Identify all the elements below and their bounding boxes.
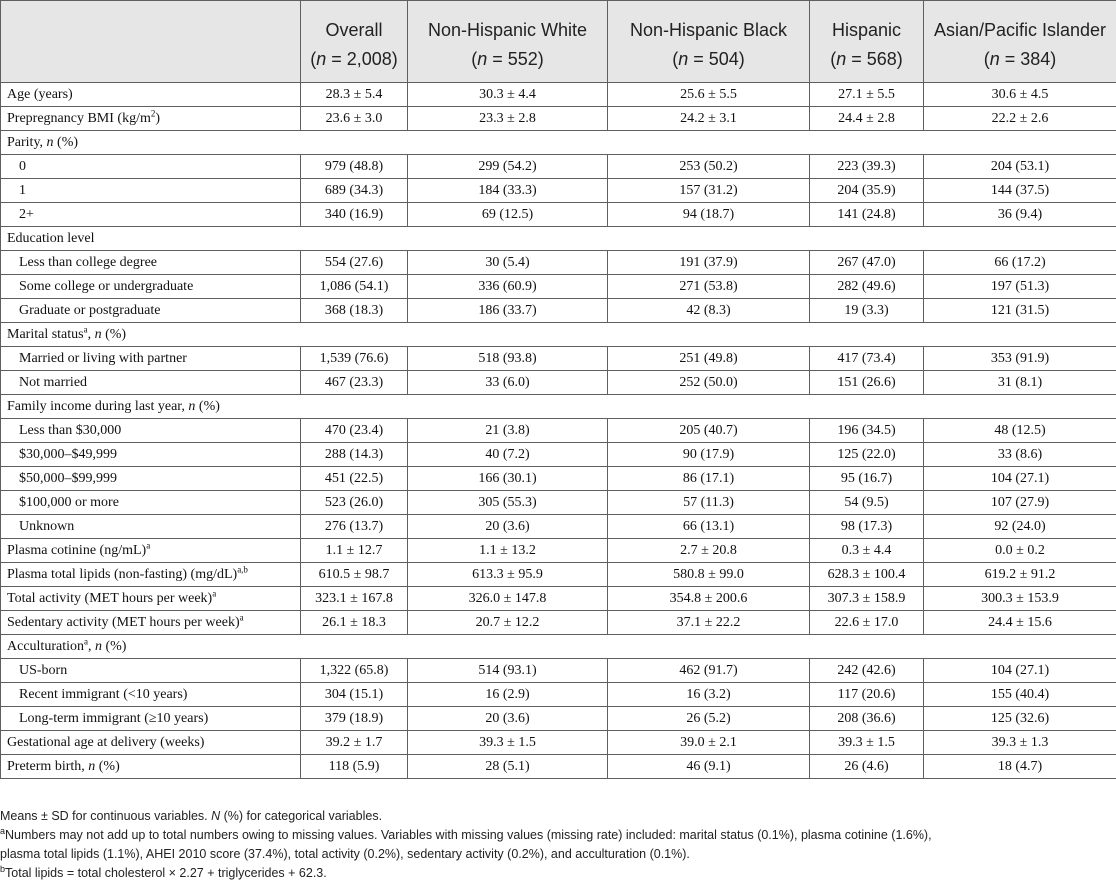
table-cell: 104 (27.1): [924, 467, 1116, 491]
table-cell: 1,086 (54.1): [301, 275, 408, 299]
table-cell: 37.1 ± 22.2: [608, 611, 810, 635]
table-cell: 467 (23.3): [301, 371, 408, 395]
table-row: [1, 563, 1116, 587]
table-cell: 1,539 (76.6): [301, 347, 408, 371]
table-cell: 40 (7.2): [408, 443, 608, 467]
table-cell: 125 (32.6): [924, 707, 1116, 731]
count-hispanic: (n = 568): [810, 45, 924, 83]
table-cell: 20.7 ± 12.2: [408, 611, 608, 635]
row-label: Preterm birth, n (%): [1, 755, 301, 779]
table-row: [1, 587, 1116, 611]
table-cell: 24.2 ± 3.1: [608, 107, 810, 131]
table-cell: 30.6 ± 4.5: [924, 83, 1116, 107]
table-row: [1, 155, 1116, 179]
table-cell: 39.3 ± 1.5: [408, 731, 608, 755]
row-label: Marital status$^a$, n (%): [1, 323, 1116, 347]
row-label: Recent immigrant (<10 years): [1, 683, 301, 707]
table-cell: 689 (34.3): [301, 179, 408, 203]
table-cell: 26 (4.6): [810, 755, 924, 779]
table-cell: 66 (13.1): [608, 515, 810, 539]
table-row: [1, 731, 1116, 755]
table-cell: 267 (47.0): [810, 251, 924, 275]
table-cell: 628.3 ± 100.4: [810, 563, 924, 587]
table-cell: 300.3 ± 153.9: [924, 587, 1116, 611]
table-cell: 523 (26.0): [301, 491, 408, 515]
table-cell: 39.3 ± 1.5: [810, 731, 924, 755]
table-cell: 90 (17.9): [608, 443, 810, 467]
table-row: [1, 179, 1116, 203]
header-empty-cell: [1, 1, 301, 46]
table-cell: 307.3 ± 158.9: [810, 587, 924, 611]
table-cell: 104 (27.1): [924, 659, 1116, 683]
table-row: [1, 467, 1116, 491]
table-cell: 16 (3.2): [608, 683, 810, 707]
table-cell: 518 (93.8): [408, 347, 608, 371]
table-row: [1, 443, 1116, 467]
table-cell: 368 (18.3): [301, 299, 408, 323]
table-cell: 21 (3.8): [408, 419, 608, 443]
table-cell: 39.0 ± 2.1: [608, 731, 810, 755]
table-cell: 619.2 ± 91.2: [924, 563, 1116, 587]
table-cell: 19 (3.3): [810, 299, 924, 323]
table-cell: 323.1 ± 167.8: [301, 587, 408, 611]
table-cell: 470 (23.4): [301, 419, 408, 443]
table-cell: 117 (20.6): [810, 683, 924, 707]
table-row: [1, 515, 1116, 539]
table-cell: 340 (16.9): [301, 203, 408, 227]
row-label: Age (years): [1, 83, 301, 107]
table-cell: 66 (17.2): [924, 251, 1116, 275]
footnote-general: Means ± SD for continuous variables. N (%) for categorical variables.: [0, 809, 383, 823]
table-cell: 0.3 ± 4.4: [810, 539, 924, 563]
table-cell: 205 (40.7): [608, 419, 810, 443]
table-row: [1, 539, 1116, 563]
table-cell: 155 (40.4): [924, 683, 1116, 707]
table-cell: 305 (55.3): [408, 491, 608, 515]
table-row: [1, 491, 1116, 515]
table-cell: 18 (4.7): [924, 755, 1116, 779]
table-cell: 979 (48.8): [301, 155, 408, 179]
table-cell: 28.3 ± 5.4: [301, 83, 408, 107]
table-row: [1, 419, 1116, 443]
row-label: Family income during last year, n (%): [1, 395, 1116, 419]
table-row: [1, 251, 1116, 275]
row-label: $100,000 or more: [1, 491, 301, 515]
table-cell: 514 (93.1): [408, 659, 608, 683]
section-row: [1, 635, 1116, 659]
section-row: [1, 227, 1116, 251]
row-label: Total activity (MET hours per week)$^a$: [1, 587, 301, 611]
table-cell: 22.6 ± 17.0: [810, 611, 924, 635]
table-cell: 186 (33.7): [408, 299, 608, 323]
table-cell: 107 (27.9): [924, 491, 1116, 515]
table-cell: 242 (42.6): [810, 659, 924, 683]
row-label: 1: [1, 179, 301, 203]
table-cell: 42 (8.3): [608, 299, 810, 323]
table-header: [1, 1, 1116, 83]
table-cell: 92 (24.0): [924, 515, 1116, 539]
row-label: Long-term immigrant (≥10 years): [1, 707, 301, 731]
footnote-a: $^a$Numbers may not add up to total numbers owing to missing values. Variables with missing values (missing rate) included: marital status (0.1%), plasma cotinine (1.6%),: [0, 826, 932, 842]
table-cell: 204 (35.9): [810, 179, 924, 203]
row-label: Less than $30,000: [1, 419, 301, 443]
table-cell: 353 (91.9): [924, 347, 1116, 371]
table-cell: 144 (37.5): [924, 179, 1116, 203]
table-cell: 86 (17.1): [608, 467, 810, 491]
table-cell: 25.6 ± 5.5: [608, 83, 810, 107]
table-cell: 26.1 ± 18.3: [301, 611, 408, 635]
table-row: [1, 347, 1116, 371]
row-label: Prepregnancy BMI $(kg/m^2)$: [1, 107, 301, 131]
table-cell: 20 (3.6): [408, 515, 608, 539]
table-row: [1, 755, 1116, 779]
count-empty-cell: [1, 45, 301, 83]
row-label: Not married: [1, 371, 301, 395]
table-cell: 184 (33.3): [408, 179, 608, 203]
table-row: [1, 683, 1116, 707]
table-cell: 304 (15.1): [301, 683, 408, 707]
table-cell: 252 (50.0): [608, 371, 810, 395]
table-cell: 23.6 ± 3.0: [301, 107, 408, 131]
table-cell: 24.4 ± 2.8: [810, 107, 924, 131]
table-row: [1, 659, 1116, 683]
table-row: [1, 107, 1116, 131]
row-label: Graduate or postgraduate: [1, 299, 301, 323]
row-label: Some college or undergraduate: [1, 275, 301, 299]
count-white: (n = 552): [408, 45, 608, 83]
table-cell: 69 (12.5): [408, 203, 608, 227]
table-cell: 26 (5.2): [608, 707, 810, 731]
row-label: Plasma total lipids (non-fasting) $(mg/dL)^{a,b}$: [1, 563, 301, 587]
table-cell: 33 (8.6): [924, 443, 1116, 467]
header-row-counts: [1, 45, 1116, 83]
count-black: (n = 504): [608, 45, 810, 83]
section-row: [1, 395, 1116, 419]
table-cell: 121 (31.5): [924, 299, 1116, 323]
table-cell: 282 (49.6): [810, 275, 924, 299]
row-label: Gestational age at delivery (weeks): [1, 731, 301, 755]
table-cell: 16 (2.9): [408, 683, 608, 707]
table-cell: 271 (53.8): [608, 275, 810, 299]
row-label: Married or living with partner: [1, 347, 301, 371]
table-cell: 46 (9.1): [608, 755, 810, 779]
table-row: [1, 275, 1116, 299]
table-row: [1, 299, 1116, 323]
table-cell: 554 (27.6): [301, 251, 408, 275]
row-label: Parity, n (%): [1, 131, 1116, 155]
table-cell: 204 (53.1): [924, 155, 1116, 179]
table-cell: 125 (22.0): [810, 443, 924, 467]
table-cell: 141 (24.8): [810, 203, 924, 227]
header-white: Non-Hispanic White: [408, 1, 608, 46]
header-black: Non-Hispanic Black: [608, 1, 810, 46]
table-cell: 1.1 ± 13.2: [408, 539, 608, 563]
footnote-b: $^b$Total lipids = total cholesterol × 2.27 + triglycerides + 62.3.: [0, 864, 327, 880]
table-cell: 39.2 ± 1.7: [301, 731, 408, 755]
row-label: US-born: [1, 659, 301, 683]
row-label: Acculturation$^a$, n (%): [1, 635, 1116, 659]
table-cell: 22.2 ± 2.6: [924, 107, 1116, 131]
table-row: [1, 203, 1116, 227]
table-cell: 299 (54.2): [408, 155, 608, 179]
table-cell: 1,322 (65.8): [301, 659, 408, 683]
row-label: $30,000–$49,999: [1, 443, 301, 467]
header-asian: Asian/Pacific Islander: [924, 1, 1116, 46]
section-row: [1, 323, 1116, 347]
table-row: [1, 707, 1116, 731]
table-cell: 27.1 ± 5.5: [810, 83, 924, 107]
row-label: Plasma cotinine $(ng/mL)^a$: [1, 539, 301, 563]
table-row: [1, 83, 1116, 107]
table-cell: 610.5 ± 98.7: [301, 563, 408, 587]
table-cell: 94 (18.7): [608, 203, 810, 227]
table-cell: 151 (26.6): [810, 371, 924, 395]
table-cell: 276 (13.7): [301, 515, 408, 539]
table-cell: 157 (31.2): [608, 179, 810, 203]
table-cell: 57 (11.3): [608, 491, 810, 515]
table-cell: 166 (30.1): [408, 467, 608, 491]
table-cell: 354.8 ± 200.6: [608, 587, 810, 611]
row-label: Unknown: [1, 515, 301, 539]
table-cell: 0.0 ± 0.2: [924, 539, 1116, 563]
row-label: 0: [1, 155, 301, 179]
table-cell: 462 (91.7): [608, 659, 810, 683]
table-cell: 31 (8.1): [924, 371, 1116, 395]
count-overall: (n = 2,008): [301, 45, 408, 83]
table-cell: 208 (36.6): [810, 707, 924, 731]
table-cell: 30 (5.4): [408, 251, 608, 275]
table-cell: 118 (5.9): [301, 755, 408, 779]
section-row: [1, 131, 1116, 155]
count-asian: (n = 384): [924, 45, 1116, 83]
table-cell: 191 (37.9): [608, 251, 810, 275]
header-overall: Overall: [301, 1, 408, 46]
table-cell: 1.1 ± 12.7: [301, 539, 408, 563]
table-cell: 2.7 ± 20.8: [608, 539, 810, 563]
table-cell: 223 (39.3): [810, 155, 924, 179]
table-cell: 20 (3.6): [408, 707, 608, 731]
table-cell: 379 (18.9): [301, 707, 408, 731]
table-body: [1, 83, 1116, 779]
row-label: 2+: [1, 203, 301, 227]
header-hispanic: Hispanic: [810, 1, 924, 46]
table-cell: 98 (17.3): [810, 515, 924, 539]
table-cell: 253 (50.2): [608, 155, 810, 179]
row-label: Less than college degree: [1, 251, 301, 275]
table-row: [1, 611, 1116, 635]
table-cell: 95 (16.7): [810, 467, 924, 491]
row-label: Education level: [1, 227, 1116, 251]
table-cell: 336 (60.9): [408, 275, 608, 299]
table-cell: 54 (9.5): [810, 491, 924, 515]
table-cell: 39.3 ± 1.3: [924, 731, 1116, 755]
table-footnotes: [0, 807, 1116, 883]
table-cell: 288 (14.3): [301, 443, 408, 467]
table-cell: 30.3 ± 4.4: [408, 83, 608, 107]
table-cell: 23.3 ± 2.8: [408, 107, 608, 131]
footnote-a-continued: plasma total lipids (1.1%), AHEI 2010 score (37.4%), total activity (0.2%), sedentary activity (0.2%), and acculturation (0.1%).: [0, 847, 690, 861]
row-label: $50,000–$99,999: [1, 467, 301, 491]
table-cell: 197 (51.3): [924, 275, 1116, 299]
row-label: Sedentary activity (MET hours per week)$^a$: [1, 611, 301, 635]
table-cell: 48 (12.5): [924, 419, 1116, 443]
table-cell: 451 (22.5): [301, 467, 408, 491]
table-cell: 417 (73.4): [810, 347, 924, 371]
table-cell: 613.3 ± 95.9: [408, 563, 608, 587]
table-cell: 33 (6.0): [408, 371, 608, 395]
table-cell: 36 (9.4): [924, 203, 1116, 227]
table-cell: 28 (5.1): [408, 755, 608, 779]
table-cell: 196 (34.5): [810, 419, 924, 443]
table-cell: 580.8 ± 99.0: [608, 563, 810, 587]
table-cell: 326.0 ± 147.8: [408, 587, 608, 611]
table-cell: 24.4 ± 15.6: [924, 611, 1116, 635]
table-row: [1, 371, 1116, 395]
table-cell: 251 (49.8): [608, 347, 810, 371]
header-row-groups: [1, 1, 1116, 46]
